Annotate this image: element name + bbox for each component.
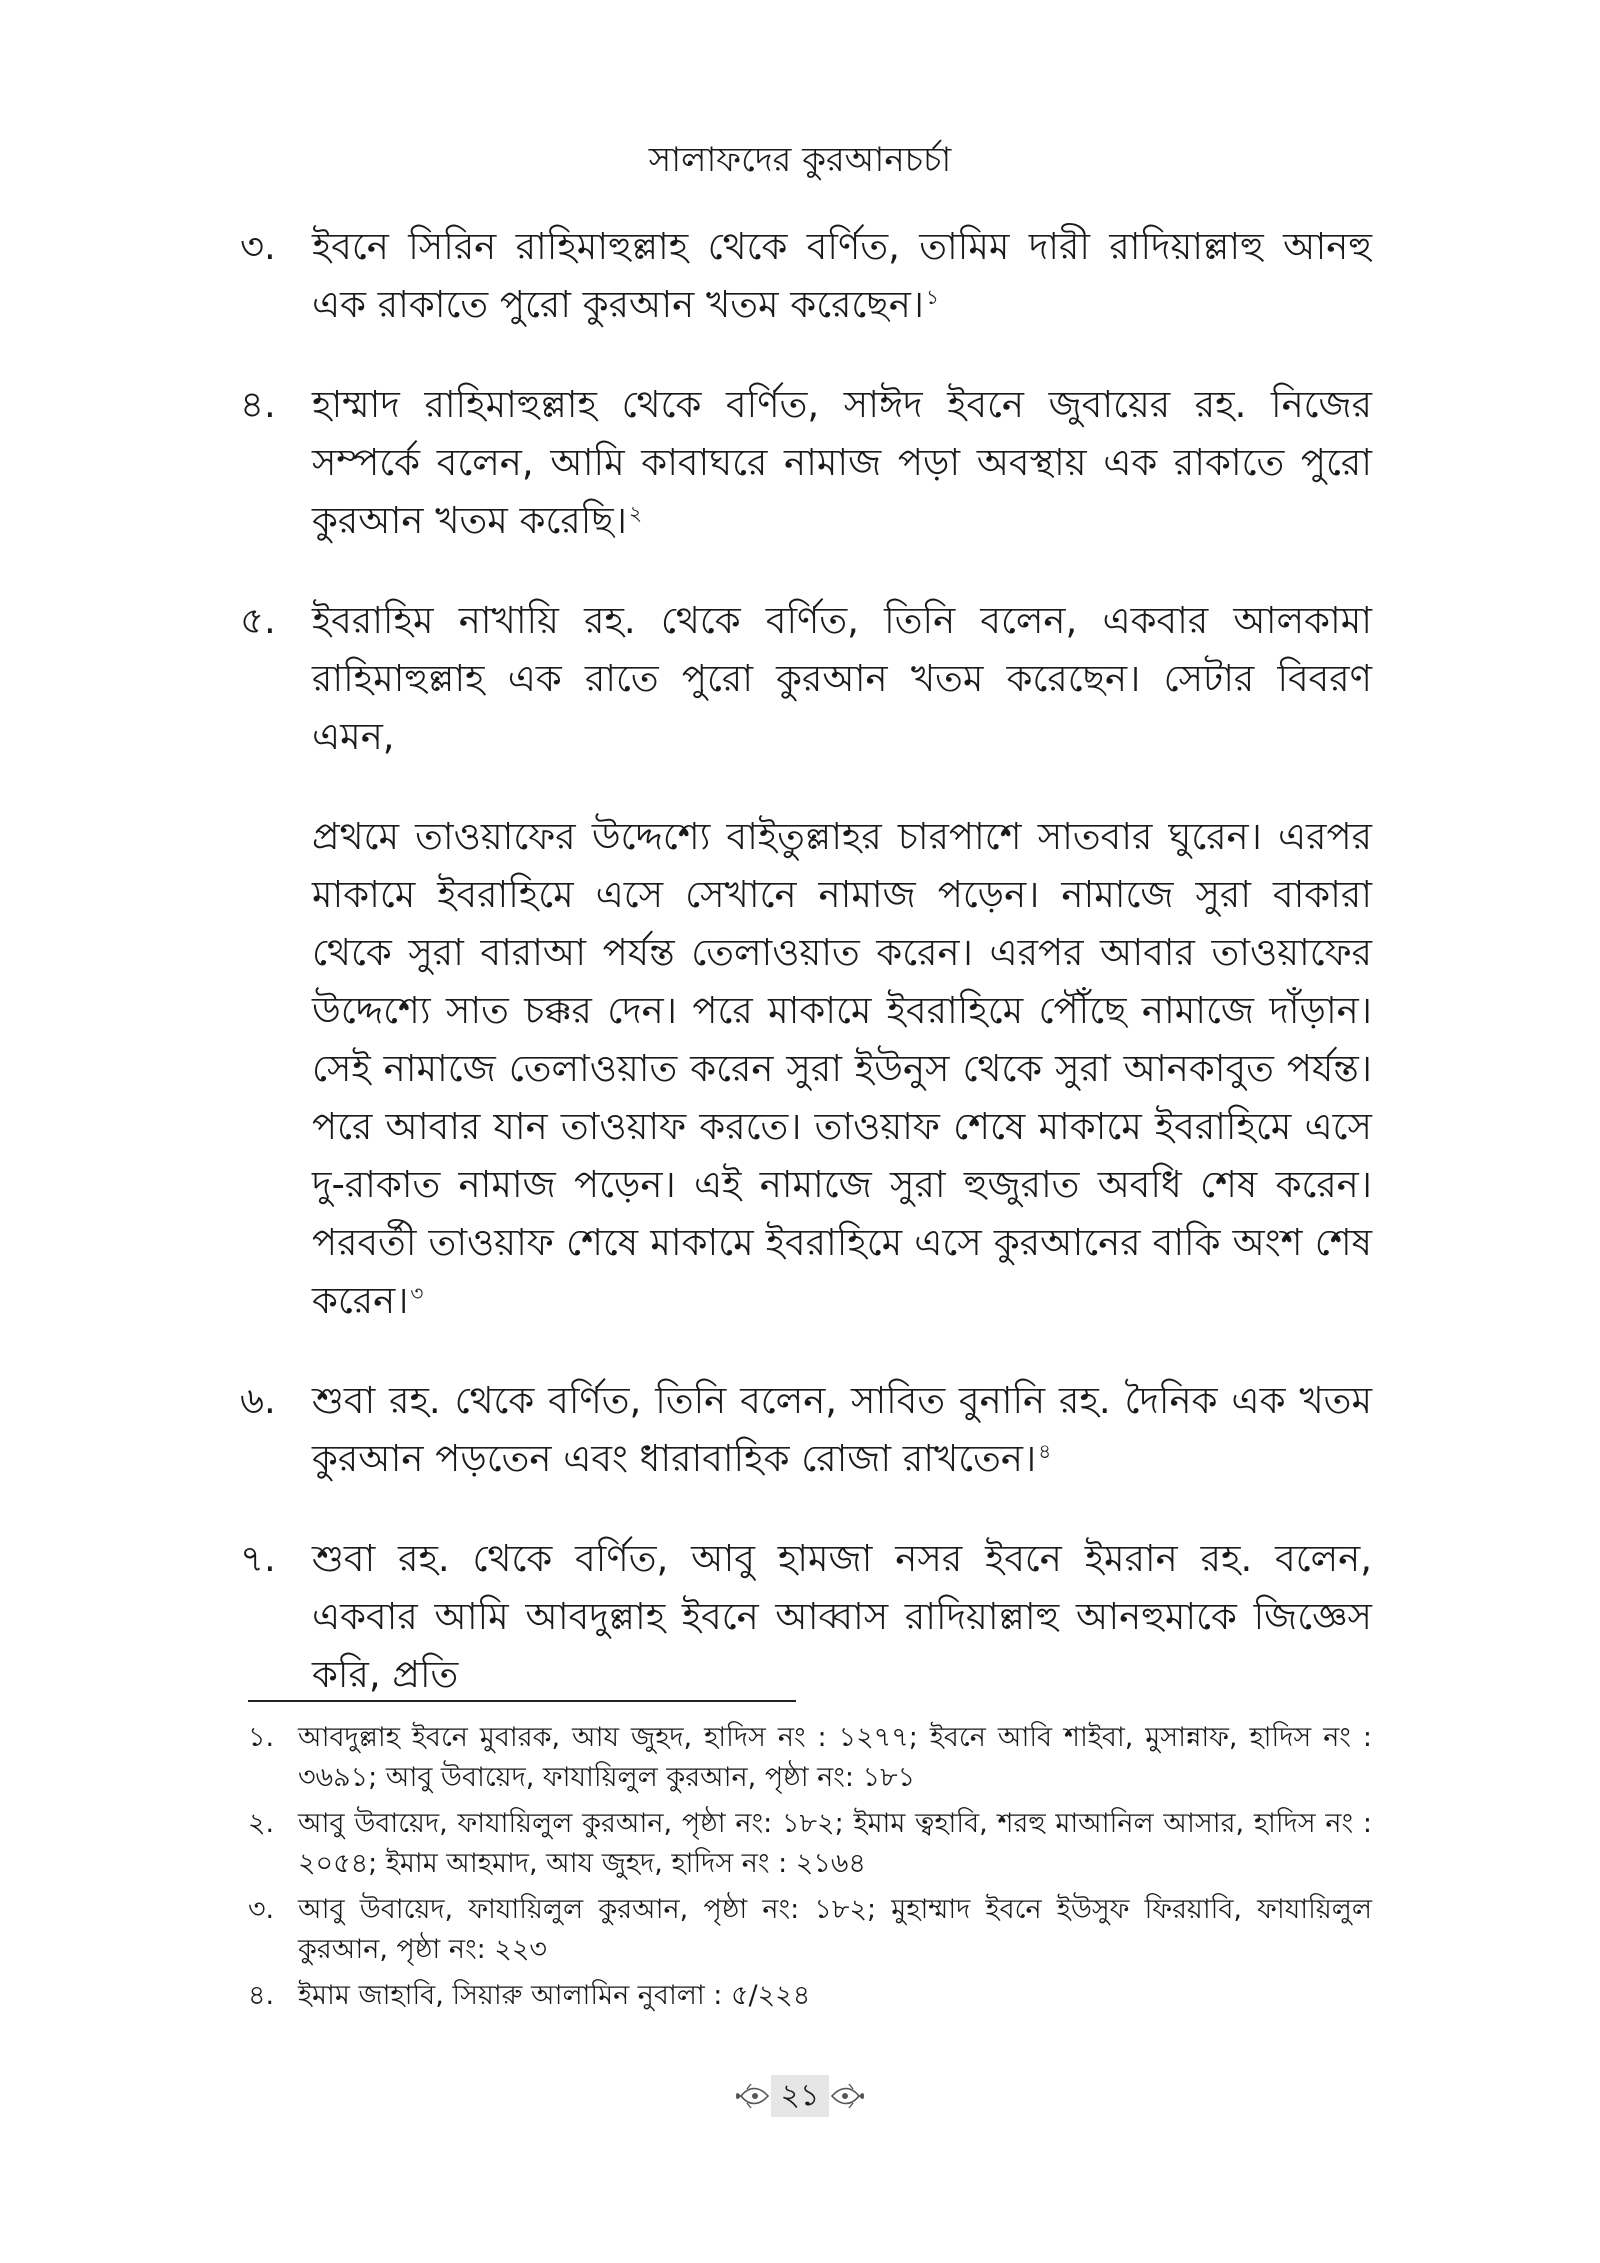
- item-number: ৩.: [240, 225, 276, 268]
- footnote-divider: [248, 1700, 796, 1702]
- item-text: শুবা রহ. থেকে বর্ণিত, তিনি বলেন, সাবিত বুনানি রহ. দৈনিক এক খতম কুরআন পড়তেন এবং ধারাবাহিক রোজা রাখতেন।: [312, 1379, 1372, 1480]
- footnote-number: ৪.: [248, 1980, 275, 2011]
- list-item: [240, 218, 1372, 334]
- item-number: ৪.: [240, 383, 276, 426]
- footnote-number: ১.: [248, 1722, 275, 1753]
- footnote-text: আবু উবায়েদ, ফাযায়িলুল কুরআন, পৃষ্ঠা নং: ১৮২; ইমাম ত্বহাবি, শরহু মাআনিল আসার, হাদিস নং : ২০৫৪; ইমাম আহমাদ, আয জুহদ, হাদিস নং : ২১৬৪: [298, 1808, 1372, 1879]
- footnote-text: আবু উবায়েদ, ফাযায়িলুল কুরআন, পৃষ্ঠা নং: ১৮২; মুহাম্মাদ ইবনে ইউসুফ ফিরয়াবি, ফাযায়িলুল কুরআন, পৃষ্ঠা নং: ২২৩: [298, 1894, 1372, 1965]
- ornament-left-icon: [735, 2080, 769, 2112]
- item-text: ইবরাহিম নাখায়ি রহ. থেকে বর্ণিত, তিনি বলেন, একবার আলকামা রাহিমাহুল্লাহ এক রাতে পুরো কুরআন খতম করেছেন। সেটার বিবরণ এমন,: [312, 599, 1372, 758]
- footnote-text: আবদুল্লাহ ইবনে মুবারক, আয জুহদ, হাদিস নং : ১২৭৭; ইবনে আবি শাইবা, মুসান্নাফ, হাদিস নং : ৩৬৯১; আবু উবায়েদ, ফাযায়িলুল কুরআন, পৃষ্ঠা নং: ১৮১: [298, 1722, 1372, 1793]
- running-header: সালাফদের কুরআনচর্চা: [648, 140, 952, 180]
- list-item: [240, 592, 1372, 1330]
- item-number: ৫.: [240, 599, 276, 642]
- footnote: [248, 1890, 1372, 1970]
- item-text: হাম্মাদ রাহিমাহুল্লাহ থেকে বর্ণিত, সাঈদ ইবনে জুবায়ের রহ. নিজের সম্পর্কে বলেন, আমি কাবাঘরে নামাজ পড়া অবস্থায় এক রাকাতে পুরো কুরআন খতম করেছি।: [312, 383, 1372, 542]
- item-text: প্রথমে তাওয়াফের উদ্দেশ্যে বাইতুল্লাহর চারপাশে সাতবার ঘুরেন। এরপর মাকামে ইবরাহিমে এসে সেখানে নামাজ পড়েন। নামাজে সুরা বাকারা থেকে সুরা বারাআ পর্যন্ত তেলাওয়াত করেন। এরপর আবার তাওয়াফের উদ্দেশ্যে সাত চক্কর দেন। পরে মাকামে ইবরাহিমে পৌঁছে নামাজে দাঁড়ান। সেই নামাজে তেলাওয়াত করেন সুরা ইউনুস থেকে সুরা আনকাবুত পর্যন্ত। পরে আবার যান তাওয়াফ করতে। তাওয়াফ শেষে মাকামে ইবরাহিমে এসে দু-রাকাত নামাজ পড়েন। এই নামাজে সুরা হুজুরাত অবধি শেষ করেন। পরবর্তী তাওয়াফ শেষে মাকামে ইবরাহিমে এসে কুরআনের বাকি অংশ শেষ করেন।: [312, 815, 1372, 1322]
- footnote-ref: ১: [926, 284, 940, 309]
- item-number: ৭.: [240, 1537, 276, 1580]
- list-item: [240, 1372, 1372, 1488]
- hadith-list: [240, 218, 1372, 1704]
- page-number: ২১: [771, 2075, 830, 2117]
- item-text: শুবা রহ. থেকে বর্ণিত, আবু হামজা নসর ইবনে ইমরান রহ. বলেন, একবার আমি আবদুল্লাহ ইবনে আব্বাস রাদিয়াল্লাহু আনহুমাকে জিজ্ঞেস করি, প্রতি: [312, 1537, 1372, 1696]
- item-text: ইবনে সিরিন রাহিমাহুল্লাহ থেকে বর্ণিত, তামিম দারী রাদিয়াল্লাহু আনহু এক রাকাতে পুরো কুরআন খতম করেছেন।: [312, 225, 1372, 326]
- footnote: [248, 1976, 1372, 2016]
- footnote: [248, 1804, 1372, 1884]
- footnote-ref: ৩: [410, 1280, 424, 1305]
- list-item: [240, 376, 1372, 550]
- footnote-number: ৩.: [248, 1894, 275, 1925]
- list-item: [240, 1530, 1372, 1704]
- page-number-block: [734, 2073, 866, 2119]
- footnote-ref: ৪: [1038, 1438, 1052, 1463]
- footnotes: [248, 1718, 1372, 2022]
- footnote-text: ইমাম জাহাবি, সিয়ারু আলামিন নুবালা : ৫/২২৪: [298, 1980, 811, 2011]
- footnote-number: ২.: [248, 1808, 275, 1839]
- item-number: ৬.: [240, 1379, 276, 1422]
- footnote-ref: ২: [628, 500, 642, 525]
- ornament-right-icon: [831, 2080, 865, 2112]
- footnote: [248, 1718, 1372, 1798]
